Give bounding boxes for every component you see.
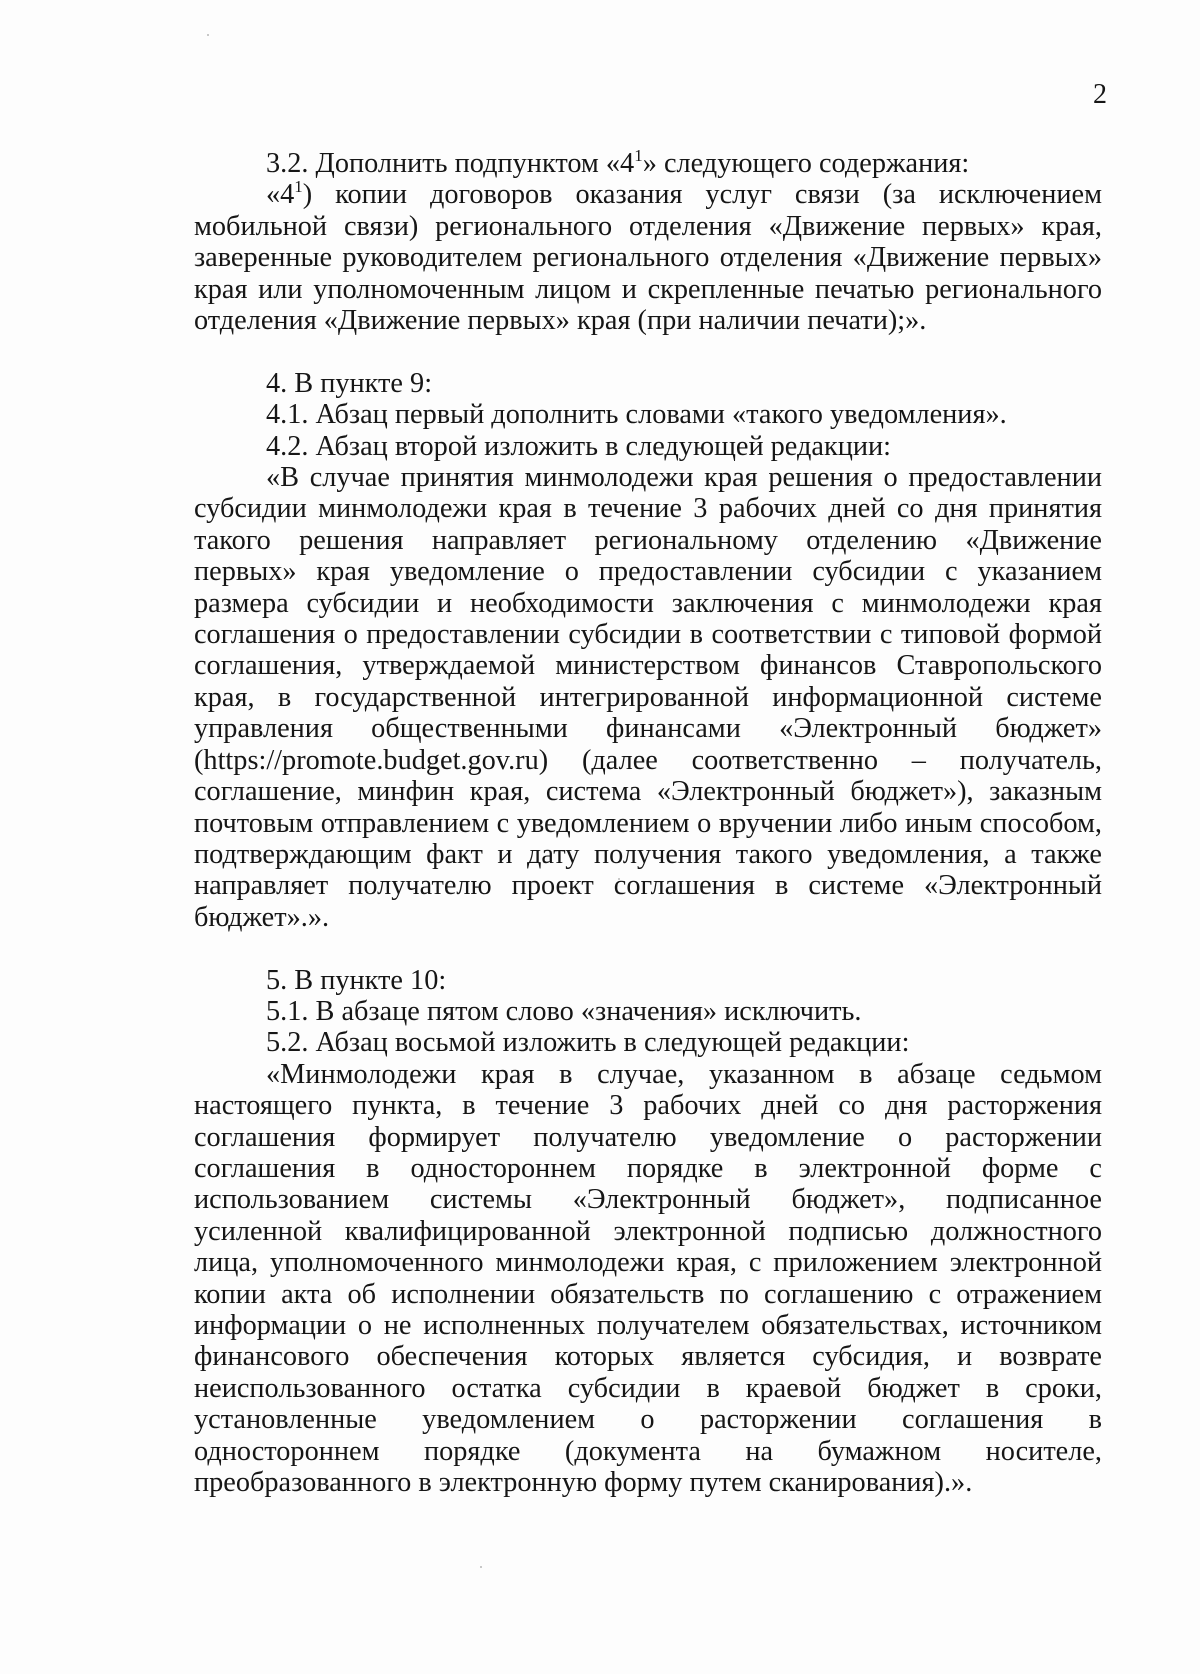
paragraph-item-4: 4. В пункте 9: <box>266 367 433 399</box>
paragraph-item-5-2: 5.2. Абзац восьмой изложить в следующей редакции: <box>266 1027 910 1059</box>
scan-speck <box>207 34 209 36</box>
superscript: 1 <box>634 145 643 165</box>
paragraph-4-1-subitem <box>194 176 1102 337</box>
paragraph-text: ) копии договоров оказания услуг связи (за исключением мобильной связи) регионального отделения «Движение первых» края, заверенные руководителем регионального отделения «Движение первых» края или уполномоченным лицом и скрепленные печатью регионального отделения «Движение первых» края (при наличии печати);». <box>194 179 1102 337</box>
superscript: 1 <box>294 176 303 196</box>
scan-speck <box>480 1566 482 1568</box>
paragraph-item-5-2-text: «Минмолодежи края в случае, указанном в абзаце седьмом настоящего пункта, в течение 3 рабочих дней со дня расторжения соглашения формирует получателю уведомление о расторжении соглашения в одностороннем порядке в электронной форме с использованием системы «Электронный бюджет», подписанное усиленной квалифицированной электронной подписью должностного лица, уполномоченного минмолодежи края, с приложением электронной копии акта об исполнении обязательств по соглашению с отражением информации о не исполненных получателем обязательствах, источником финансового обеспечения которых является субсидия, и возврате неиспользованного остатка субсидии в краевой бюджет в сроки, установленные уведомлением о расторжении соглашения в одностороннем порядке (документа на бумажном носителе, преобразованного в электронную форму путем сканирования).». <box>194 1058 1102 1499</box>
paragraph-item-4-1: 4.1. Абзац первый дополнить словами «такого уведомления». <box>266 399 1007 431</box>
paragraph-3-2 <box>194 145 1102 179</box>
paragraph-text: 3.2. Дополнить подпунктом «4 <box>266 148 635 179</box>
page-number: 2 <box>1093 79 1107 110</box>
paragraph-item-5-1: 5.1. В абзаце пятом слово «значения» исключить. <box>266 995 862 1027</box>
paragraph-item-4-2-text: «В случае принятия минмолодежи края решения о предоставлении субсидии минмолодежи края в течение 3 рабочих дней со дня принятия такого решения направляет региональному отделению «Движение первых» края уведомление о предоставлении субсидии с указанием размера субсидии и необходимости заключения с минмолодежи края соглашения о предоставлении субсидии в соответствии с типовой формой соглашения, утверждаемой министерством финансов Ставропольского края, в государственной интегрированной информационной системе управления общественными финансами «Электронный бюджет» (https://promote.budget.gov.ru) (далее соответственно – получатель, соглашение, минфин края, система «Электронный бюджет»), заказным почтовым отправлением с уведомлением о вручении либо иным способом, подтверждающим факт и дату получения такого уведомления, а также направляет получателю проект соглашения в системе «Электронный бюджет».». <box>194 462 1102 933</box>
paragraph-item-4-2: 4.2. Абзац второй изложить в следующей редакции: <box>266 430 891 462</box>
paragraph-text: «4 <box>266 179 295 211</box>
paragraph-item-5: 5. В пункте 10: <box>266 964 447 996</box>
paragraph-text: » следующего содержания: <box>642 148 970 179</box>
document-body <box>194 145 1102 1499</box>
